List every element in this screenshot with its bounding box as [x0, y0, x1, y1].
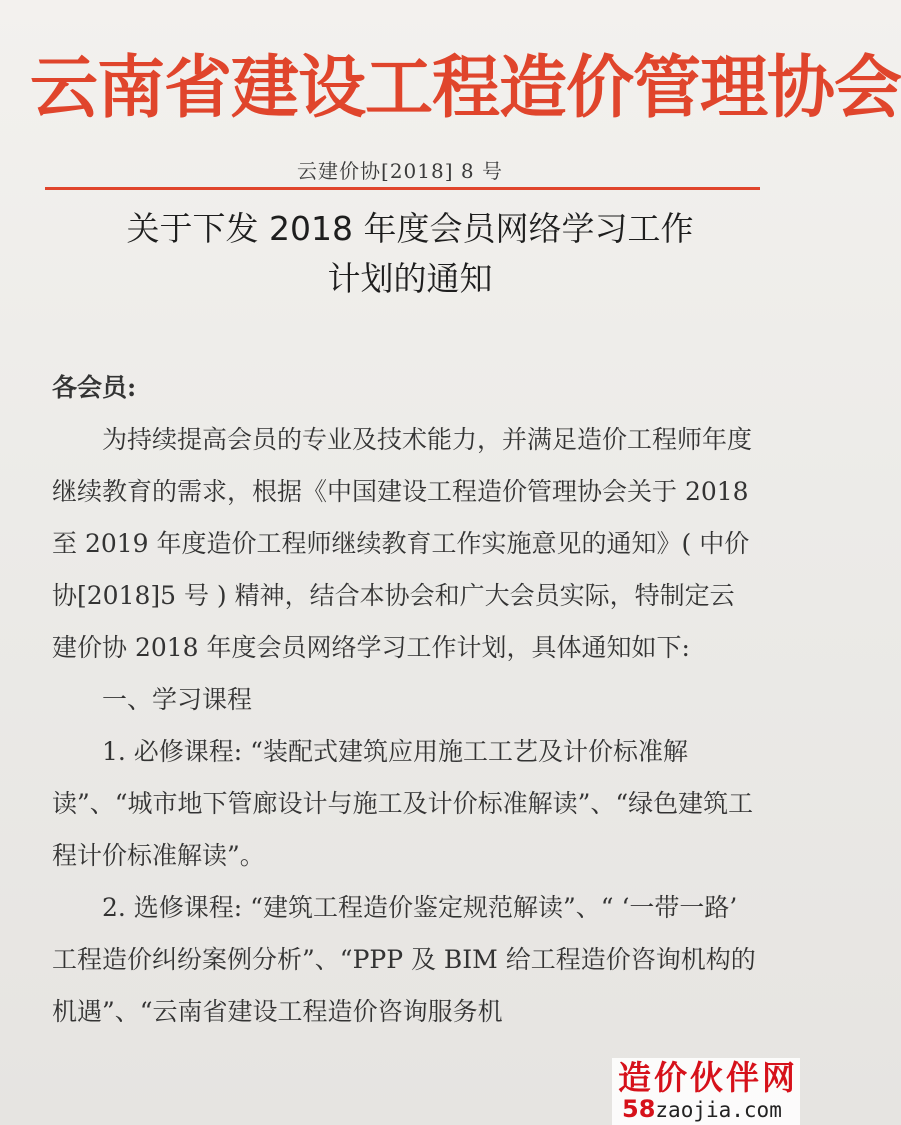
watermark-brand: 造价伙伴网 [618, 1058, 798, 1097]
salutation: 各会员: [52, 373, 137, 402]
site-watermark [612, 1058, 800, 1125]
intro-paragraph: 为持续提高会员的专业及技术能力，并满足造价工程师年度继续教育的需求，根据《中国建设工程造价管理协会关于 2018 至 2019 年度造价工程师继续教育工作实施意见的通知》( 中价协[2018]5 号 ) 精神，结合本协会和广大会员实际，特制定云建价协 2018 年度会员网络学习工作计划，具体通知如下: [52, 425, 753, 662]
elective-courses-paragraph: 2. 选修课程: “建筑工程造价鉴定规范解读”、“ ‘一带一路’ 工程造价纠纷案例分析”、“PPP 及 BIM 给工程造价咨询机构的机遇”、“云南省建设工程造价咨询服务机 [52, 893, 756, 1026]
watermark-domain-number: 58 [622, 1095, 656, 1123]
watermark-domain [622, 1096, 782, 1123]
letterhead-org-name: 云南省建设工程造价管理协会 [30, 48, 901, 128]
letterhead-divider [45, 187, 760, 190]
notice-body [52, 362, 757, 1038]
required-courses-paragraph: 1. 必修课程: “装配式建筑应用施工工艺及计价标准解读”、“城市地下管廊设计与施工及计价标准解读”、“绿色建筑工程计价标准解读”。 [52, 737, 754, 870]
section-heading-courses: 一、学习课程 [102, 685, 253, 714]
watermark-domain-rest: zaojia.com [655, 1098, 782, 1122]
notice-title-line-2: 计划的通知 [327, 259, 493, 298]
document-number: 云建价协[2018] 8 号 [297, 159, 503, 183]
notice-title-line-1: 关于下发 2018 年度会员网络学习工作 [126, 209, 694, 248]
notice-title [60, 204, 760, 304]
